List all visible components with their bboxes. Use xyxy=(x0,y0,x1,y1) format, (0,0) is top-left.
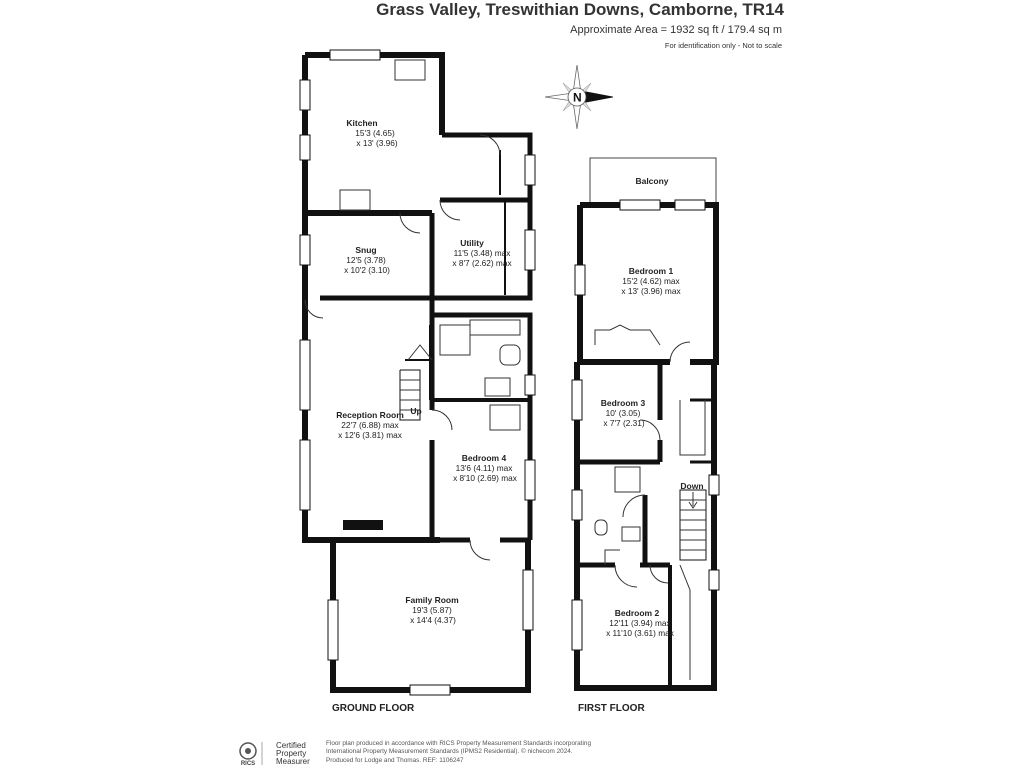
reception-dim1: 22'7 (6.88) max xyxy=(341,420,399,430)
first-floor-label: FIRST FLOOR xyxy=(578,703,645,714)
bedroom3-dim1: 10' (3.05) xyxy=(605,408,641,418)
stairs-down-label: Down xyxy=(680,481,704,491)
utility-dim1: 11'5 (3.48) max xyxy=(453,248,511,258)
reception-name: Reception Room xyxy=(336,410,404,420)
utility-name: Utility xyxy=(460,238,484,248)
kitchen-dim1: 15'3 (4.65) xyxy=(355,128,395,138)
certified-measurer-text xyxy=(276,742,310,766)
footer-line-2: International Property Measurement Standards (IPMS2 Residential). © nichecom 2024. xyxy=(326,748,573,756)
bedroom4-dim1: 13'6 (4.11) max xyxy=(455,463,513,473)
bedroom2-dim1: 12'11 (3.94) max xyxy=(609,618,671,628)
footer-line-3: Produced for Lodge and Thomas. REF: 1106247 xyxy=(326,756,464,764)
bedroom1-name: Bedroom 1 xyxy=(628,266,674,276)
family-dim1: 19'3 (5.87) xyxy=(412,605,452,615)
approximate-area: Approximate Area = 1932 sq ft / 179.4 sq m xyxy=(570,24,782,36)
kitchen-dim2: x 13' (3.96) xyxy=(356,138,398,148)
room-label-kitchen xyxy=(346,118,397,148)
family-dim2: x 14'4 (4.37) xyxy=(410,615,456,625)
bedroom1-dim2: x 13' (3.96) max xyxy=(621,286,681,296)
room-label-bedroom4 xyxy=(453,453,518,483)
room-label-family xyxy=(405,595,459,625)
room-label-utility xyxy=(452,238,512,268)
badge-line-3: Measurer xyxy=(276,757,310,766)
bedroom3-dim2: x 7'7 (2.31) xyxy=(603,418,645,428)
footer-disclaimer xyxy=(326,740,656,765)
bedroom4-name: Bedroom 4 xyxy=(461,453,507,463)
bedroom2-name: Bedroom 2 xyxy=(614,608,660,618)
utility-dim2: x 8'7 (2.62) max xyxy=(452,258,512,268)
snug-dim2: x 10'2 (3.10) xyxy=(344,265,390,275)
compass-icon xyxy=(545,65,613,129)
bedroom2-dim2: x 11'10 (3.61) max xyxy=(606,628,674,638)
room-label-reception xyxy=(336,410,404,440)
property-address-title: Grass Valley, Treswithian Downs, Camborne, TR14 xyxy=(376,0,784,19)
room-label-bedroom1 xyxy=(621,266,681,296)
room-label-bedroom3 xyxy=(601,398,646,428)
reception-dim2: x 12'6 (3.81) max xyxy=(338,430,402,440)
bedroom1-dim1: 15'2 (4.62) max xyxy=(622,276,680,286)
ground-floor-label: GROUND FLOOR xyxy=(332,703,415,714)
footer-line-1: Floor plan produced in accordance with RICS Property Measurement Standards incorporating xyxy=(326,740,591,747)
bedroom3-name: Bedroom 3 xyxy=(600,398,646,408)
balcony-name: Balcony xyxy=(635,176,669,186)
badge-line-2: Property xyxy=(276,749,307,758)
badge-line-1: Certified xyxy=(276,741,306,750)
stairs-up-label: Up xyxy=(410,406,422,416)
room-label-bedroom2 xyxy=(606,608,675,638)
rics-logo-text: RICS xyxy=(240,761,256,767)
bedroom4-dim2: x 8'10 (2.69) max xyxy=(453,473,517,483)
disclaimer-note: For identification only - Not to scale xyxy=(664,41,782,50)
family-name: Family Room xyxy=(405,595,459,605)
snug-name: Snug xyxy=(355,245,377,255)
room-label-snug xyxy=(344,245,390,275)
snug-dim1: 12'5 (3.78) xyxy=(346,255,386,265)
kitchen-name: Kitchen xyxy=(346,118,378,128)
compass-letter: N xyxy=(573,90,582,105)
